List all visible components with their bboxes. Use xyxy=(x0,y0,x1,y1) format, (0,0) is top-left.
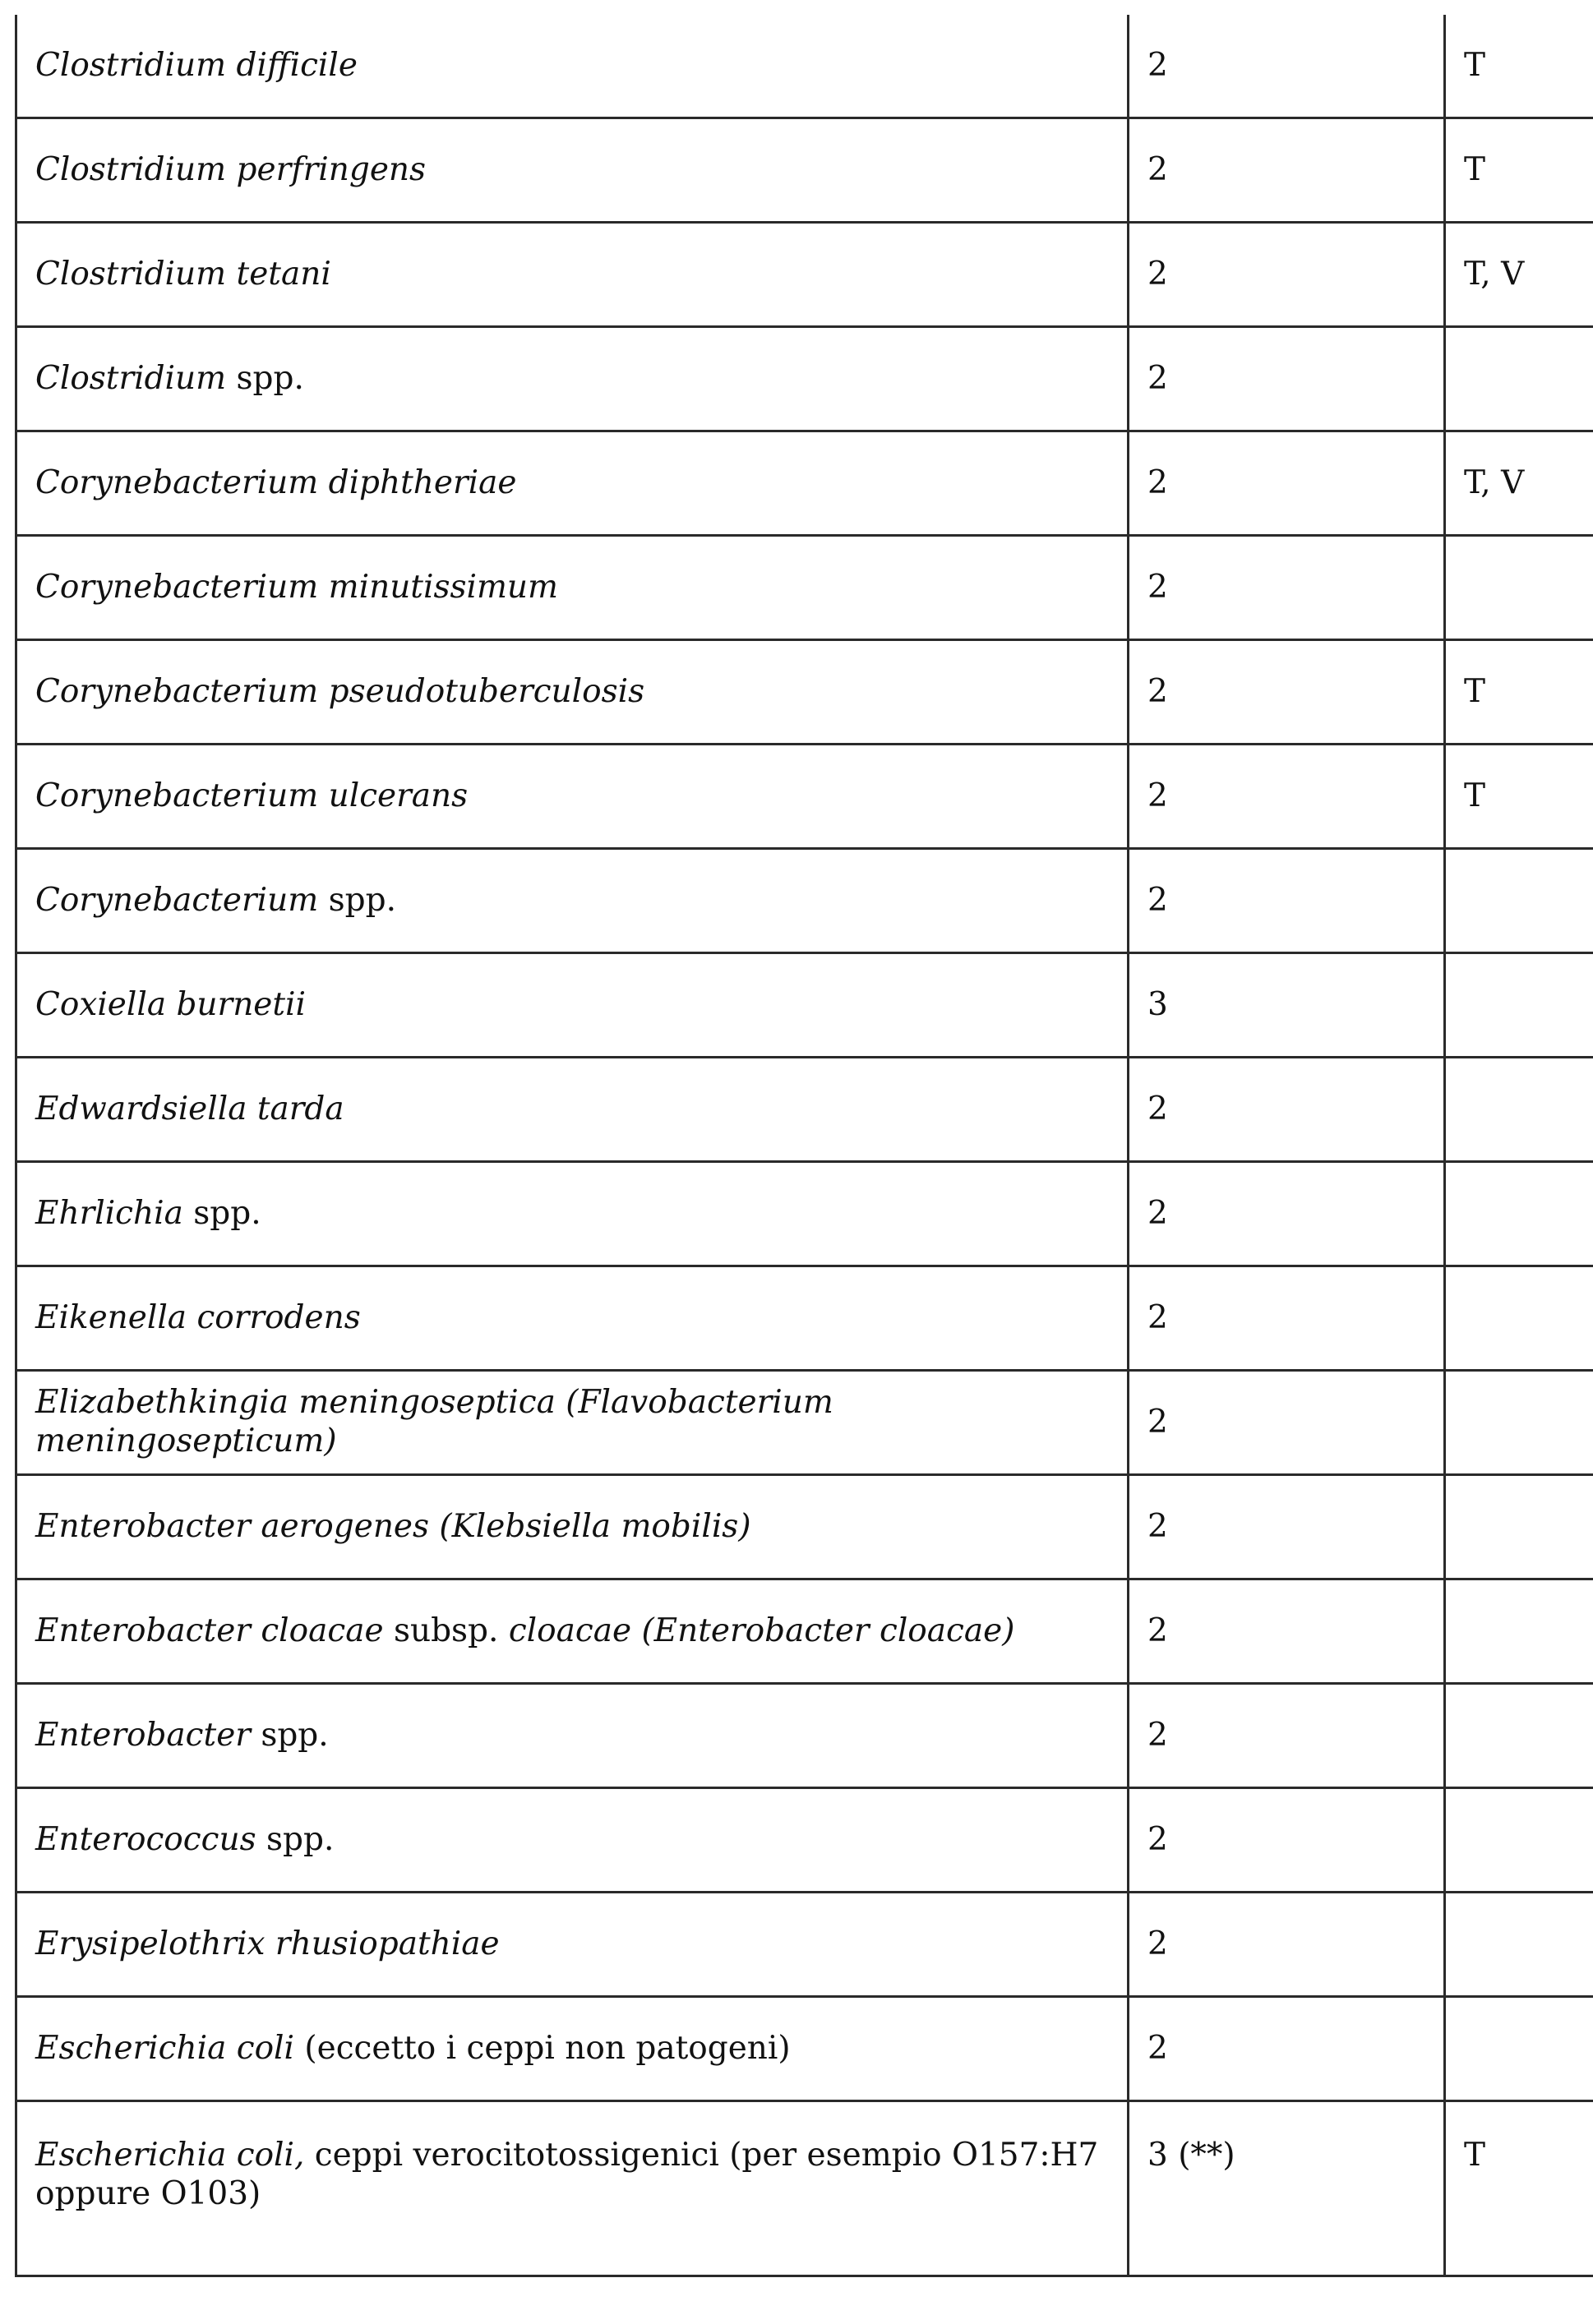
notes-cell xyxy=(1445,1162,1593,1266)
agent-name-cell xyxy=(16,953,1129,1058)
agent-name-cell xyxy=(16,15,1129,118)
table-row xyxy=(16,1788,1593,1893)
risk-group-cell: 2 xyxy=(1129,327,1445,431)
risk-group-cell: 2 xyxy=(1129,1058,1445,1162)
agent-name-cell xyxy=(16,1684,1129,1788)
agent-name-italic: Edwardsiella tarda xyxy=(35,1090,344,1127)
agent-name-cell xyxy=(16,118,1129,223)
agent-name-italic: Coxiella burnetii xyxy=(35,985,307,1023)
notes-cell xyxy=(1445,1058,1593,1162)
notes-cell xyxy=(1445,1997,1593,2101)
table-row xyxy=(16,953,1593,1058)
agent-name-cell xyxy=(16,1058,1129,1162)
risk-group-cell: 3 xyxy=(1129,953,1445,1058)
agent-name-italic: Corynebacterium ulcerans xyxy=(35,777,469,814)
agent-name-cell xyxy=(16,1997,1129,2101)
notes-cell xyxy=(1445,536,1593,640)
agent-name-italic: Eikenella corrodens xyxy=(35,1298,361,1336)
table-row xyxy=(16,2101,1593,2276)
agent-name-roman: (eccetto i ceppi non patogeni) xyxy=(294,2029,791,2067)
agent-name-cell xyxy=(16,327,1129,431)
agent-name-roman: spp. xyxy=(182,1194,261,1232)
notes-cell xyxy=(1445,849,1593,953)
agent-name-roman: spp. xyxy=(226,359,304,397)
table-row xyxy=(16,1579,1593,1684)
agent-name-italic: Clostridium tetani xyxy=(35,255,331,293)
agent-name-cell xyxy=(16,2101,1129,2276)
table-row xyxy=(16,1058,1593,1162)
table-row xyxy=(16,745,1593,849)
notes-cell xyxy=(1445,1475,1593,1579)
agent-name-italic: Clostridium xyxy=(35,359,227,397)
notes-cell xyxy=(1445,1788,1593,1893)
risk-group-cell: 2 xyxy=(1129,1997,1445,2101)
notes-cell: T, V xyxy=(1445,431,1593,536)
biological-agents-table xyxy=(15,15,1593,2277)
notes-cell: T, V xyxy=(1445,223,1593,327)
risk-group-cell: 2 xyxy=(1129,745,1445,849)
agent-name-italic: Enterobacter aerogenes (Klebsiella mobilis) xyxy=(35,1507,751,1545)
risk-group-cell: 2 xyxy=(1129,1475,1445,1579)
notes-cell: T xyxy=(1445,118,1593,223)
risk-group-cell: 2 xyxy=(1129,1579,1445,1684)
agent-name-italic: Elizabethkingia meningoseptica (Flavobacterium meningosepticum) xyxy=(35,1384,833,1459)
notes-cell xyxy=(1445,1893,1593,1997)
agent-name-italic: Corynebacterium xyxy=(35,881,319,919)
table-row xyxy=(16,1997,1593,2101)
agent-name-roman: subsp. xyxy=(383,1612,509,1649)
notes-cell: T xyxy=(1445,640,1593,745)
agent-name-cell xyxy=(16,1893,1129,1997)
risk-group-cell: 2 xyxy=(1129,118,1445,223)
notes-cell xyxy=(1445,1684,1593,1788)
agent-name-roman: spp. xyxy=(256,1820,335,1858)
risk-group-cell: 2 xyxy=(1129,1266,1445,1371)
notes-cell: T xyxy=(1445,2101,1593,2276)
agent-name-italic: Corynebacterium minutissimum xyxy=(35,568,559,606)
agent-name-roman: spp. xyxy=(318,881,396,919)
agent-name-cell xyxy=(16,849,1129,953)
agent-name-cell xyxy=(16,640,1129,745)
risk-group-cell: 2 xyxy=(1129,1788,1445,1893)
notes-cell xyxy=(1445,1266,1593,1371)
risk-group-cell: 2 xyxy=(1129,1684,1445,1788)
agent-name-italic: Enterobacter xyxy=(35,1716,251,1754)
agent-name-italic: Escherichia coli, xyxy=(35,2137,305,2174)
table-row xyxy=(16,327,1593,431)
agent-name-roman: ceppi verocitotossigenici (per esempio O157:H7 oppure O103) xyxy=(35,2137,1099,2212)
agent-name-italic: Escherichia coli xyxy=(35,2029,294,2067)
risk-group-cell: 3 (**) xyxy=(1129,2101,1445,2276)
notes-cell: T xyxy=(1445,745,1593,849)
agent-name-italic: Enterobacter cloacae xyxy=(35,1612,384,1649)
table-row xyxy=(16,1266,1593,1371)
agent-name-cell xyxy=(16,536,1129,640)
table-row xyxy=(16,536,1593,640)
table-row xyxy=(16,849,1593,953)
risk-group-cell: 2 xyxy=(1129,536,1445,640)
table-row xyxy=(16,1475,1593,1579)
agent-name-cell xyxy=(16,1475,1129,1579)
table-row xyxy=(16,1684,1593,1788)
agent-name-italic: Ehrlichia xyxy=(35,1194,183,1232)
risk-group-cell: 2 xyxy=(1129,849,1445,953)
agent-name-italic: Erysipelothrix rhusiopathiae xyxy=(35,1925,500,1962)
table-row xyxy=(16,1162,1593,1266)
agent-name-cell xyxy=(16,223,1129,327)
agent-name-italic: Corynebacterium diphtheriae xyxy=(35,463,517,501)
table-row xyxy=(16,431,1593,536)
table-row xyxy=(16,118,1593,223)
notes-cell xyxy=(1445,1371,1593,1475)
table-row xyxy=(16,15,1593,118)
notes-cell xyxy=(1445,953,1593,1058)
agent-name-italic: Clostridium perfringens xyxy=(35,150,427,188)
risk-group-cell: 2 xyxy=(1129,431,1445,536)
agent-name-italic: Clostridium difficile xyxy=(35,46,358,84)
agent-name-italic: cloacae (Enterobacter cloacae) xyxy=(508,1612,1015,1649)
agent-name-cell xyxy=(16,431,1129,536)
risk-group-cell: 2 xyxy=(1129,223,1445,327)
notes-cell: T xyxy=(1445,15,1593,118)
table-row xyxy=(16,640,1593,745)
agent-name-cell xyxy=(16,1162,1129,1266)
table-row xyxy=(16,1371,1593,1475)
risk-group-cell: 2 xyxy=(1129,15,1445,118)
risk-group-cell: 2 xyxy=(1129,640,1445,745)
table-row xyxy=(16,1893,1593,1997)
agent-name-cell xyxy=(16,1371,1129,1475)
risk-group-cell: 2 xyxy=(1129,1162,1445,1266)
agent-name-italic: Corynebacterium pseudotuberculosis xyxy=(35,672,645,710)
agent-name-cell xyxy=(16,745,1129,849)
agent-name-cell xyxy=(16,1788,1129,1893)
agent-name-italic: Enterococcus xyxy=(35,1820,256,1858)
agent-name-cell xyxy=(16,1266,1129,1371)
agent-name-cell xyxy=(16,1579,1129,1684)
table-row xyxy=(16,223,1593,327)
notes-cell xyxy=(1445,327,1593,431)
notes-cell xyxy=(1445,1579,1593,1684)
risk-group-cell: 2 xyxy=(1129,1371,1445,1475)
risk-group-cell: 2 xyxy=(1129,1893,1445,1997)
agent-name-roman: spp. xyxy=(250,1716,329,1754)
